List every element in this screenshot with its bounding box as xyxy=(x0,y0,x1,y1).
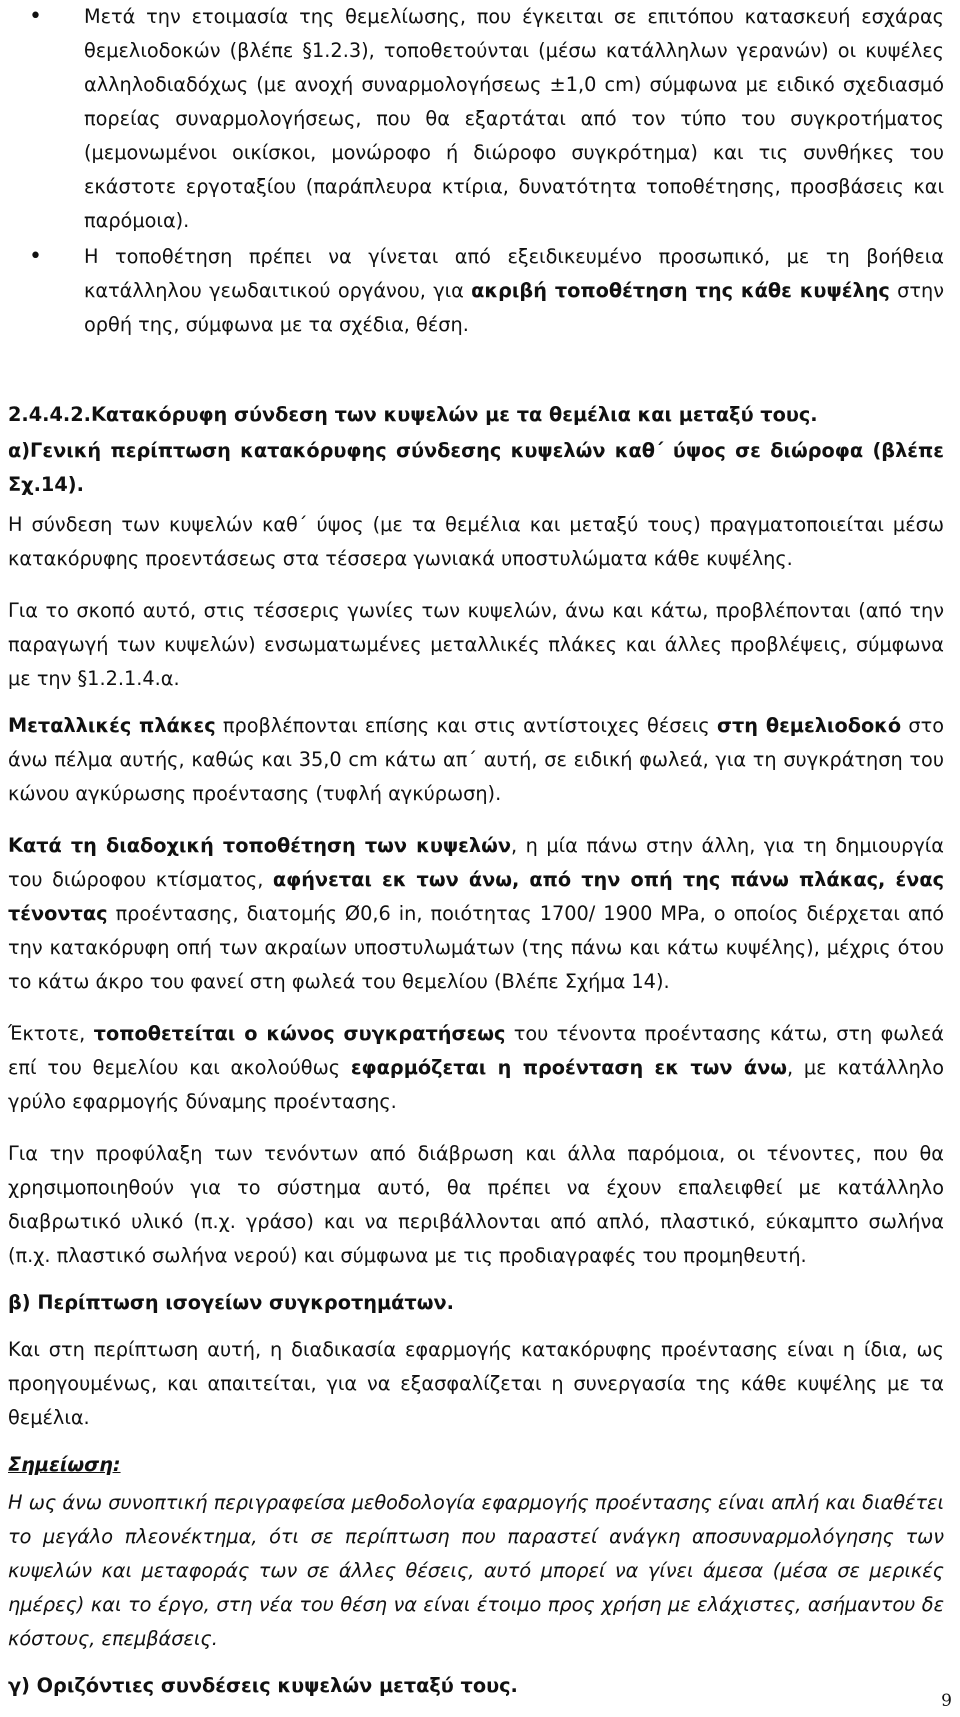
bold-phrase: αφήνεται εκ των άνω, από την οπή της πάνω πλάκας, ένας τένοντας xyxy=(8,868,944,925)
bullet-text: Η τοποθέτηση πρέπει να γίνεται από εξειδικευμένο προσωπικό, με τη βοήθεια κατάλληλου γεωδαιτικού οργάνου, για xyxy=(84,245,944,302)
bold-phrase: τοποθετείται ο κώνος συγκρατήσεως xyxy=(93,1022,506,1045)
bullet-item xyxy=(8,0,944,238)
text-run: του τένοντα προέντασης κάτω, στη φωλεά επί του θεμελίου και ακολούθως xyxy=(8,1022,944,1079)
bold-phrase: Μεταλλικές πλάκες xyxy=(8,714,216,737)
page-number: 9 xyxy=(941,1691,952,1711)
bold-phrase: εφαρμόζεται η προένταση εκ των άνω xyxy=(350,1056,788,1079)
paragraph xyxy=(8,709,944,811)
paragraph: Και στη περίπτωση αυτή, η διαδικασία εφαρμογής κατακόρυφης προέντασης είναι η ίδια, ως προηγουμένως, και απαιτείται, για να εξασφαλίζεται η συνεργασία της κάθε κυψέλης με τα θεμέλια. xyxy=(8,1338,944,1429)
paragraph xyxy=(8,1017,944,1119)
note-label: Σημείωση: xyxy=(8,1453,121,1476)
bold-phrase: ακριβή τοποθέτηση της κάθε κυψέλης xyxy=(471,279,890,302)
bold-phrase: Κατά τη διαδοχική τοποθέτηση των κυψελών xyxy=(8,834,511,857)
text-run: προέντασης, διατομής Ø0,6 in, ποιότητας 1700/ 1900 MPa, ο οποίος διέρχεται από την κατακόρυφη οπή των ακραίων υποστυλωμάτων (της πάνω και κάτω κυψέλης), μέχρις ότου το κάτω άκρο του φανεί στη φωλεά του θεμελίου (Βλέπε Σχήμα 14). xyxy=(8,902,944,993)
bold-phrase: στη θεμελιοδοκό xyxy=(716,714,902,737)
text-run: προβλέπονται επίσης και στις αντίστοιχες θέσεις xyxy=(215,714,717,737)
document-page xyxy=(8,0,944,1703)
note-heading xyxy=(8,1448,944,1482)
subsection-title-b: β) Περίπτωση ισογείων συγκροτημάτων. xyxy=(8,1291,454,1314)
section-title: 2.4.4.2.Κατακόρυφη σύνδεση των κυψελών με τα θεμέλια και μεταξύ τους. xyxy=(8,403,818,426)
text-run: στο άνω πέλμα αυτής, καθώς και 35,0 cm κάτω απ΄ αυτή, σε ειδική φωλεά, για τη συγκράτηση του κώνου αγκύρωσης προέντασης (τυφλή αγκύρωση). xyxy=(8,714,944,805)
paragraph xyxy=(8,829,944,999)
text-run: , με κατάλληλο γρύλο εφαρμογής δύναμης προέντασης. xyxy=(8,1056,945,1113)
bullet-list xyxy=(8,0,944,342)
paragraph: Για την προφύλαξη των τενόντων από διάβρωση και άλλα παρόμοια, οι τένοντες, που θα χρησιμοποιηθούν για το σύστημα αυτό, θα πρέπει να έχουν επαλειφθεί με κατάλληλο διαβρωτικό υλικό (π.χ. γράσο) και να περιβάλλονται από απλό, πλαστικό, εύκαμπτο σωλήνα (π.χ. πλαστικό σωλήνα νερού) και σύμφωνα με τις προδιαγραφές του προμηθευτή. xyxy=(8,1142,944,1267)
text-run: Έκτοτε, xyxy=(8,1022,94,1045)
note-text: Η ως άνω συνοπτική περιγραφείσα μεθοδολογία εφαρμογής προέντασης είναι απλή και διαθέτει το μεγάλο πλεονέκτημα, ότι σε περίπτωση που παραστεί ανάγκη αποσυναρμολόγησης των κυψελών και μεταφοράς των σε άλλες θέσεις, αυτό μπορεί να γίνει άμεσα (μέσα σε μερικές ημέρες) και το έργο, στη νέα του θέση να είναι έτοιμο προς χρήση με ελάχιστες, ασήμαντου δε κόστους, επεμβάσεις. xyxy=(8,1491,944,1650)
bullet-text: Μετά την ετοιμασία της θεμελίωσης, που έγκειται σε επιτόπου κατασκευή εσχάρας θεμελιοδοκών (βλέπε §1.2.3), τοποθετούνται (μέσω κατάλληλων γερανών) οι κυψέλες αλληλοδιαδόχως (με ανοχή συναρμολογήσεως ±1,0 cm) σύμφωνα με ειδικό σχεδιασμό πορείας συναρμολογήσεως, που θα εξαρτάται από τον τύπο του συγκροτήματος (μεμονωμένοι οικίσκοι, μονώροφο ή διώροφο συγκρότημα) και τις συνθήκες του εκάστοτε εργοταξίου (παράπλευρα κτίρια, δυνατότητα τοποθέτησης, προσβάσεις και παρόμοια). xyxy=(84,5,944,232)
bullet-item xyxy=(8,240,944,342)
text-run: , η μία πάνω στην άλλη, για τη δημιουργία του διώροφου κτίσματος, xyxy=(8,834,944,891)
paragraph: Για το σκοπό αυτό, στις τέσσερις γωνίες των κυψελών, άνω και κάτω, προβλέπονται (από την παραγωγή των κυψελών) ενσωματωμένες μεταλλικές πλάκες και άλλες προβλέψεις, σύμφωνα με την §1.2.1.4.α. xyxy=(8,599,944,690)
paragraph: Η σύνδεση των κυψελών καθ΄ ύψος (με τα θεμέλια και μεταξύ τους) πραγματοποιείται μέσω κατακόρυφης προεντάσεως στα τέσσερα γωνιακά υποστυλώματα κάθε κυψέλης. xyxy=(8,513,944,570)
bullet-text: στην ορθή της, σύμφωνα με τα σχέδια, θέση. xyxy=(84,279,944,336)
subsection-title-c: γ) Οριζόντιες συνδέσεις κυψελών μεταξύ τους. xyxy=(8,1674,518,1697)
subsection-title-a: α)Γενική περίπτωση κατακόρυφης σύνδεσης κυψελών καθ΄ ύψος σε διώροφα (βλέπε Σχ.14). xyxy=(8,439,944,496)
